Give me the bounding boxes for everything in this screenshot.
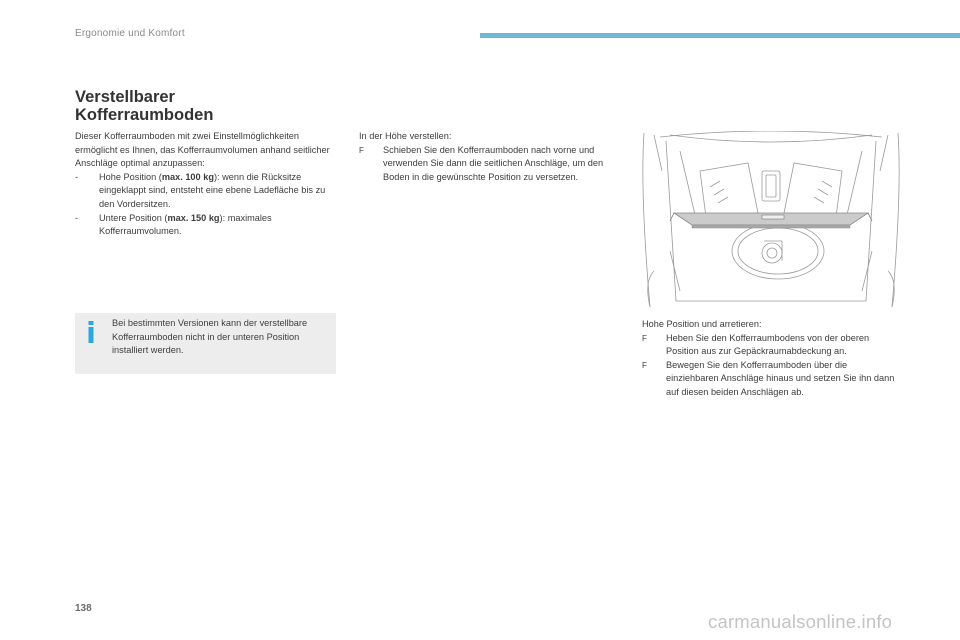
list-item-text: Heben Sie den Kofferraumbodens von der oberen Position aus zur Gepäckraumabdeckung an.	[666, 332, 870, 357]
high-lock-heading: Hohe Position und arretieren:	[642, 319, 762, 329]
list-item-text: Schieben Sie den Kofferraumboden nach vorne und verwenden Sie dann die seitlichen Anschläge, um den Boden in die gewünschte Position zu versetzen.	[383, 144, 604, 182]
dash-marker: -	[75, 212, 79, 223]
list-item-text: Hohe Position (max. 100 kg): wenn die Rücksitze eingeklappt sind, entsteht eine ebene Ladefläche bis zu den Vordersitzen.	[99, 171, 326, 209]
height-adjust-column	[359, 130, 609, 184]
header-accent-bar	[480, 33, 960, 38]
list-item-text: Untere Position (max. 150 kg): maximales Kofferraumvolumen.	[99, 212, 272, 237]
page-title	[75, 88, 213, 124]
info-note	[75, 313, 336, 374]
list-item-high-position	[75, 171, 340, 212]
intro-paragraph: Dieser Kofferraumboden mit zwei Einstellmöglichkeiten ermöglicht es Ihnen, das Kofferraumvolumen anhand seitlicher Anschläge optimal anzupassen:	[75, 131, 330, 169]
arrow-marker-icon: F	[359, 145, 364, 155]
high-lock-column	[642, 318, 902, 400]
arrow-marker-icon: F	[642, 333, 647, 343]
weight-limit: max. 100 kg	[161, 171, 214, 182]
page-number: 138	[75, 603, 92, 614]
list-item	[642, 359, 902, 400]
list-item-text: Bewegen Sie den Kofferraumboden über die einziehbaren Anschläge hinaus und setzen Sie ihn dann auf diesen beiden Anschlägen ab.	[666, 359, 895, 397]
info-icon	[86, 321, 96, 343]
height-adjust-heading: In der Höhe verstellen:	[359, 131, 452, 141]
section-title: Ergonomie und Komfort	[75, 28, 185, 39]
page-title-line-1: Verstellbarer	[75, 88, 175, 106]
page-title-line-2: Kofferraumboden	[75, 106, 214, 124]
list-item-low-position	[75, 212, 340, 239]
dash-marker: -	[75, 171, 79, 182]
note-text: Bei bestimmten Versionen kann der verstellbare Kofferraumboden nicht in der unteren Position installiert werden.	[112, 318, 308, 356]
list-item	[642, 332, 902, 359]
trunk-floor-illustration	[640, 131, 902, 308]
watermark: carmanualsonline.info	[708, 611, 893, 632]
list-item	[359, 144, 609, 185]
weight-limit: max. 150 kg	[167, 212, 220, 223]
intro-column	[75, 130, 340, 239]
arrow-marker-icon: F	[642, 360, 647, 370]
